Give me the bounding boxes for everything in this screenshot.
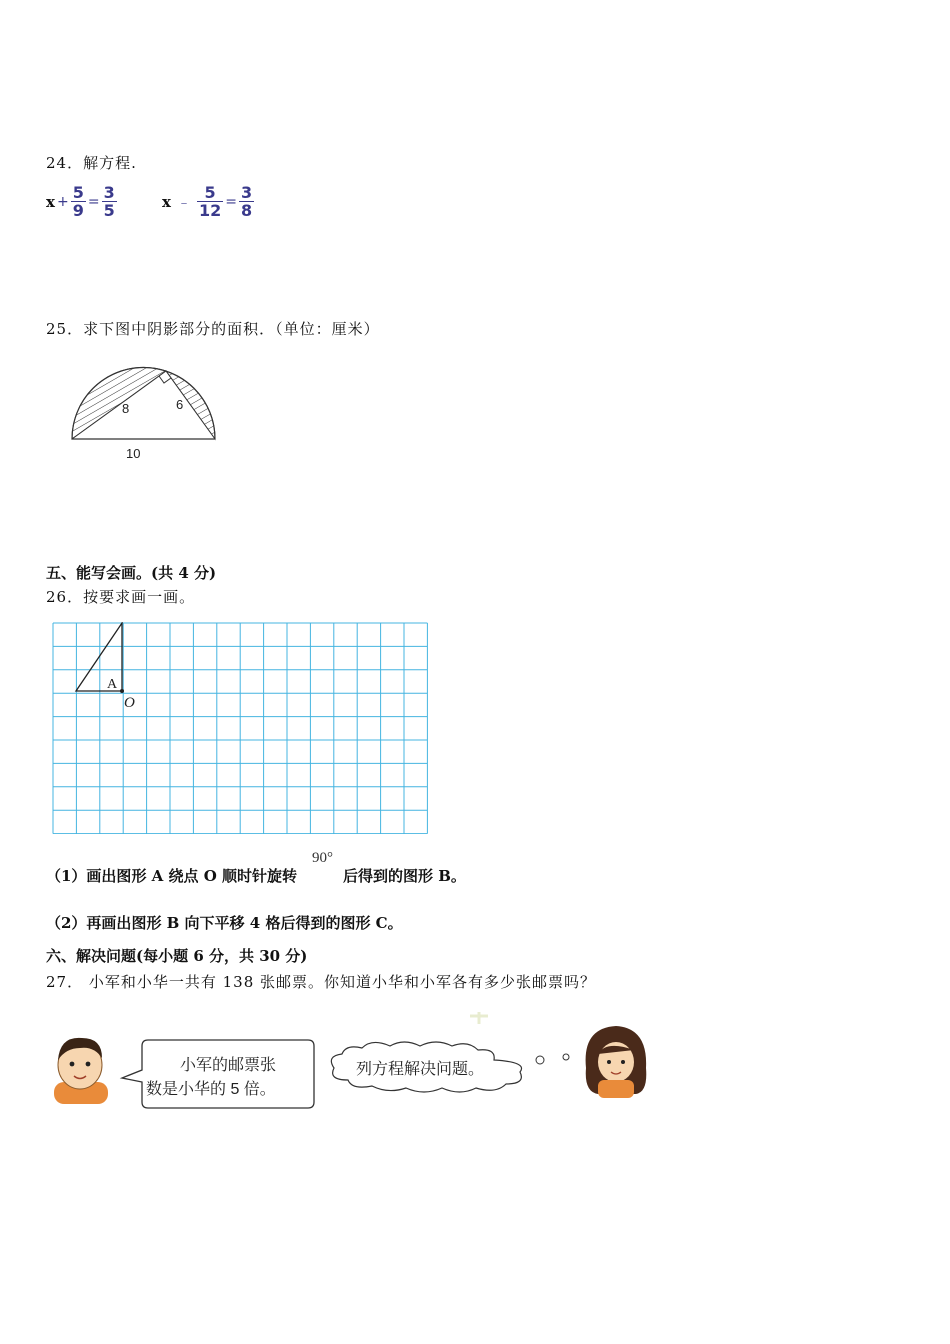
bubble1-line2: 数是小华的 5 倍。 [146,1081,276,1098]
rotation-angle: 90° [312,850,333,866]
bubble2-text: 列方程解决问题。 [356,1061,485,1078]
label-o: O [124,695,135,711]
label-6: 6 [176,397,184,412]
q27-title: 27． 小军和小华一共有 138 张邮票。你知道小华和小军各有多少张邮票吗？ [46,973,597,991]
equation-1: x + $\frac{5}{9}$ = $\frac{3}{5}$ [46,183,115,220]
q26-step2: （2）再画出图形 B 向下平移 4 格后得到的图形 C。 [46,914,403,932]
bubble1-line1: 小军的邮票张 [180,1057,277,1074]
fraction-3-8: $\frac{3}{8}$ [240,183,253,220]
label-a: A [107,677,118,692]
boy-character-icon [54,1038,108,1104]
fraction-5-9: $\frac{5}{9}$ [72,183,84,220]
fraction-3-5: $\frac{3}{5}$ [103,183,115,220]
fraction-5-12: $\frac{5}{12}$ [198,183,222,220]
q24-title: 24．解方程. [46,154,137,172]
point-o [120,689,124,693]
square-grid [52,622,430,834]
q25-title: 25．求下图中阴影部分的面积．（单位：厘米） [46,320,380,338]
section-6-title: 六、解决问题(每小题 6 分，共 30 分) [46,947,308,965]
section-5-title: 五、能写会画。(共 4 分) [46,564,217,582]
q26-step1: （1）画出图形 A 绕点 O 顺时针旋转 [46,867,298,885]
q26-title: 26．按要求画一画。 [46,588,196,606]
girl-character-icon [586,1026,647,1098]
q26-step1-end: 后得到的图形 B。 [343,867,466,885]
q27-illustration [50,1010,660,1115]
semicircle-figure [60,355,230,470]
label-10: 10 [126,446,141,461]
equation-2: x ﹣ $\frac{5}{12}$ = $\frac{3}{8}$ [162,183,253,220]
label-8: 8 [122,401,130,416]
